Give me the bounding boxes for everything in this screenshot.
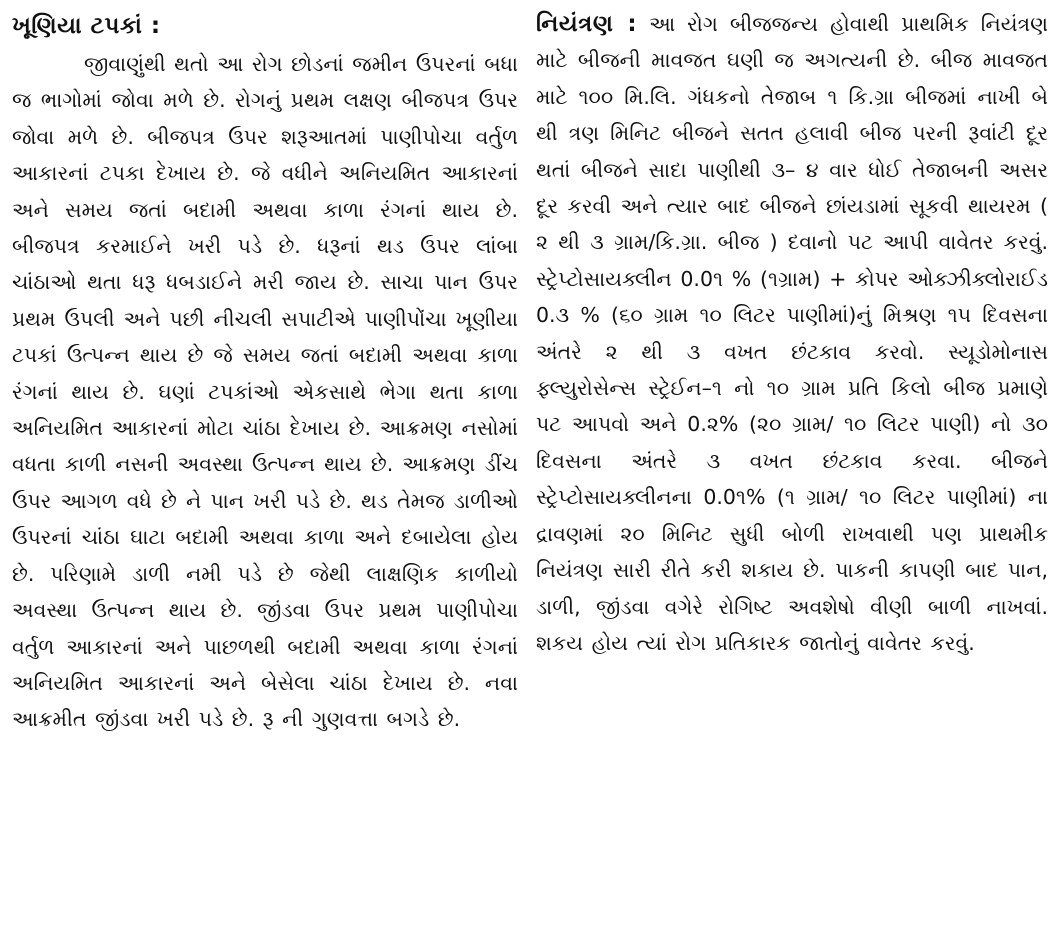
angular-leaf-spot-section [12,6,518,738]
control-section [536,6,1048,661]
control-text: આ રોગ બીજજન્ય હોવાથી પ્રાથમિક નિયંત્રણ માટે બીજની માવજત ઘણી જ અગત્યની છે. બીજ માવજત માટે ૧૦૦ મિ.લિ. ગંધકનો તેજાબ ૧ કિ.ગ્રા બીજમાં નાખી બે થી ત્રણ મિનિટ બીજને સતત હલાવી બીજ પરની રૂવાંટી દૂર થતાં બીજને સાદા પાણીથી ૩– ૪ વાર ધોઈ તેજાબની અસર દૂર કરવી અને ત્યાર બાદ બીજને છાંયડામાં સૂકવી થાયરમ ( ૨ થી ૩ ગ્રામ/કિ.ગ્રા. બીજ ) દવાનો પટ આપી વાવેતર કરવું. સ્ટ્રેપ્ટોસાયક્લીન 0.0૧ % (૧ગ્રામ) + કોપર ઓક્ઝીક્લોરાઈડ 0.૩ % (૬૦ ગ્રામ ૧૦ લિટર પાણીમાં)નું મિશ્રણ ૧૫ દિવસના અંતરે ૨ થી ૩ વખત છંટકાવ કરવો. સ્યૂડોમોનાસ ફ્લ્યુરોસેન્સ સ્ટ્રેઈન–૧ નો ૧૦ ગ્રામ પ્રતિ કિલો બીજ પ્રમાણે પટ આપવો અને 0.૨% (૨૦ ગ્રામ/ ૧૦ લિટર પાણી) નો ૩૦ દિવસના અંતરે ૩ વખત છંટકાવ કરવા. બીજને સ્ટ્રેપ્ટોસાયક્લીનના 0.0૧% (૧ ગ્રામ/ ૧૦ લિટર પાણીમાં) ના દ્રાવણમાં ૨૦ મિનિટ સુધી બોળી રાખવાથી પણ પ્રાથમીક નિયંત્રણ સારી રીતે કરી શકાય છે. પાકની કાપણી બાદ પાન, ડાળી, જીંડવા વગેરે રોગિષ્ટ અવશેષો વીણી બાળી નાખવાં. શકય હોય ત્યાં રોગ પ્રતિકારક જાતોનું વાવેતર કરવું. [536,12,1048,655]
section-heading-control: નિયંત્રણ : [536,11,638,37]
symptoms-paragraph: જીવાણુંથી થતો આ રોગ છોડનાં જમીન ઉપરનાં બધા જ ભાગોમાં જોવા મળે છે. રોગનું પ્રથમ લક્ષણ બીજપત્ર ઉપર જોવા મળે છે. બીજપત્ર ઉપર શરૂઆતમાં પાણીપોચા વર્તુળ આકારનાં ટપકા દેખાય છે. જે વધીને અનિયમિત આકારનાં અને સમય જતાં બદામી અથવા કાળા રંગનાં થાય છે. બીજપત્ર કરમાઈને ખરી પડે છે. ધરૂનાં થડ ઉપર લાંબા ચાંઠાઓ થતા ધરૂ ધબડાઈને મરી જાય છે. સાચા પાન ઉપર પ્રથમ ઉપલી અને પછી નીચલી સપાટીએ પાણીપોંચા ખૂણીયા ટપકાં ઉત્પન્ન થાય છે જે સમય જતાં બદામી અથવા કાળા રંગનાં થાય છે. ઘણાં ટપકાંઓ એકસાથે ભેગા થતા કાળા અનિયમિત આકારનાં મોટા ચાંઠા દેખાય છે. આક્રમણ નસોમાં વધતા કાળી નસની અવસ્થા ઉત્પન્ન થાય છે. આક્રમણ ડીંચ ઉપર આગળ વધે છે ને પાન ખરી પડે છે. થડ તેમજ ડાળીઓ ઉપરનાં ચાંઠા ઘાટા બદામી અથવા કાળા અને દબાયેલા હોય છે. પરિણામે ડાળી નમી પડે છે જેથી લાક્ષણિક કાળીયો અવસ્થા ઉત્પન્ન થાય છે. જીંડવા ઉપર પ્રથમ પાણીપોચા વર્તુળ આકારનાં અને પાછળથી બદામી અથવા કાળા રંગનાં અનિયમિત આકારનાં અને બેસેલા ચાંઠા દેખાય છે. નવા આક્રમીત જીંડવા ખરી પડે છે. રૂ ની ગુણવત્તા બગડે છે. [12,52,518,732]
control-paragraph [536,6,1048,661]
section-heading-angular-leaf-spot: ખૂણિયા ટપકાં : [12,13,161,39]
